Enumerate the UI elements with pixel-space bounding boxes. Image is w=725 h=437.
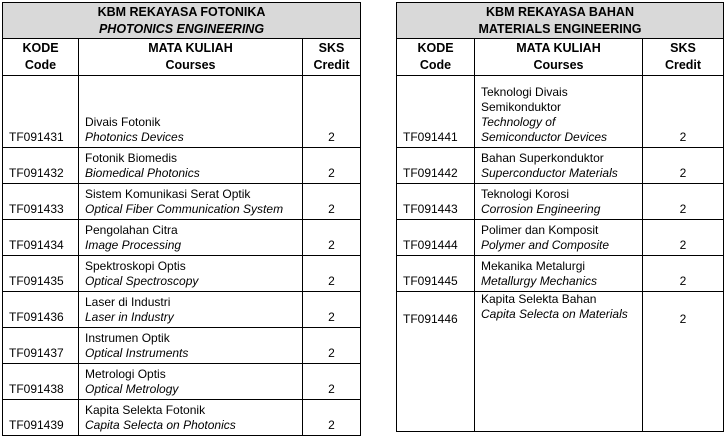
column-headers bbox=[397, 39, 724, 76]
course-credit: 2 bbox=[303, 184, 361, 220]
course-name: Mekanika Metalurgi Metallurgy Mechanics bbox=[475, 256, 643, 292]
table-row bbox=[397, 256, 724, 292]
photonics-table bbox=[2, 2, 361, 436]
table-row bbox=[397, 148, 724, 184]
course-credit: 2 bbox=[303, 400, 361, 436]
title-english: PHOTONICS ENGINEERING bbox=[98, 21, 265, 36]
course-credit: 2 bbox=[643, 292, 724, 432]
course-code: TF091444 bbox=[397, 220, 475, 256]
course-name: Sistem Komunikasi Serat Optik Optical Fiber Communication System bbox=[79, 184, 303, 220]
course-code: TF091436 bbox=[3, 292, 79, 328]
course-code: TF091443 bbox=[397, 184, 475, 220]
course-code: TF091431 bbox=[3, 76, 79, 148]
course-name: Divais Fotonik Photonics Devices bbox=[79, 76, 303, 148]
course-credit: 2 bbox=[303, 328, 361, 364]
table-row bbox=[3, 328, 361, 364]
course-code: TF091439 bbox=[3, 400, 79, 436]
table-row bbox=[3, 400, 361, 436]
course-name: Pengolahan Citra Image Processing bbox=[79, 220, 303, 256]
table-row bbox=[3, 148, 361, 184]
title-english: MATERIALS ENGINEERING bbox=[478, 21, 642, 36]
course-credit: 2 bbox=[303, 292, 361, 328]
table-row bbox=[3, 76, 361, 148]
course-name: Polimer dan Komposit Polymer and Composite bbox=[475, 220, 643, 256]
table-title bbox=[397, 3, 724, 39]
table-row bbox=[3, 220, 361, 256]
title-indonesian: KBM REKAYASA BAHAN bbox=[486, 4, 634, 19]
header-code: KODE Code bbox=[3, 39, 79, 76]
course-name: Teknologi Divais Semikonduktor Technology of Semiconductor Devices bbox=[475, 76, 643, 148]
course-name: Fotonik Biomedis Biomedical Photonics bbox=[79, 148, 303, 184]
table-row bbox=[3, 256, 361, 292]
course-credit: 2 bbox=[303, 220, 361, 256]
header-code: KODE Code bbox=[397, 39, 475, 76]
course-code: TF091434 bbox=[3, 220, 79, 256]
course-credit: 2 bbox=[643, 184, 724, 220]
course-code: TF091433 bbox=[3, 184, 79, 220]
course-credit: 2 bbox=[303, 76, 361, 148]
header-courses: MATA KULIAH Courses bbox=[475, 39, 643, 76]
course-code: TF091446 bbox=[397, 292, 475, 432]
course-name: Kapita Selekta Fotonik Capita Selecta on Photonics bbox=[79, 400, 303, 436]
table-row bbox=[397, 292, 724, 432]
table-row bbox=[3, 184, 361, 220]
course-code: TF091445 bbox=[397, 256, 475, 292]
course-code: TF091432 bbox=[3, 148, 79, 184]
course-name: Metrologi Optis Optical Metrology bbox=[79, 364, 303, 400]
course-name: Teknologi Korosi Corrosion Engineering bbox=[475, 184, 643, 220]
table-row bbox=[397, 184, 724, 220]
table-title bbox=[3, 3, 361, 39]
header-credit: SKS Credit bbox=[303, 39, 361, 76]
header-credit: SKS Credit bbox=[643, 39, 724, 76]
course-credit: 2 bbox=[303, 148, 361, 184]
title-indonesian: KBM REKAYASA FOTONIKA bbox=[97, 4, 266, 19]
course-name: Spektroskopi Optis Optical Spectroscopy bbox=[79, 256, 303, 292]
course-name: Kapita Selekta Bahan Capita Selecta on Materials bbox=[475, 292, 643, 432]
course-credit: 2 bbox=[303, 256, 361, 292]
course-code: TF091438 bbox=[3, 364, 79, 400]
course-name: Bahan Superkonduktor Superconductor Materials bbox=[475, 148, 643, 184]
table-row bbox=[397, 76, 724, 148]
table-row bbox=[3, 292, 361, 328]
course-code: TF091437 bbox=[3, 328, 79, 364]
course-code: TF091435 bbox=[3, 256, 79, 292]
course-credit: 2 bbox=[643, 76, 724, 148]
table-row bbox=[397, 220, 724, 256]
header-courses: MATA KULIAH Courses bbox=[79, 39, 303, 76]
table-row bbox=[3, 364, 361, 400]
course-code: TF091442 bbox=[397, 148, 475, 184]
column-headers bbox=[3, 39, 361, 76]
course-credit: 2 bbox=[643, 148, 724, 184]
materials-table bbox=[396, 2, 724, 432]
course-credit: 2 bbox=[643, 256, 724, 292]
course-name: Instrumen Optik Optical Instruments bbox=[79, 328, 303, 364]
course-credit: 2 bbox=[643, 220, 724, 256]
course-code: TF091441 bbox=[397, 76, 475, 148]
course-name: Laser di Industri Laser in Industry bbox=[79, 292, 303, 328]
course-credit: 2 bbox=[303, 364, 361, 400]
